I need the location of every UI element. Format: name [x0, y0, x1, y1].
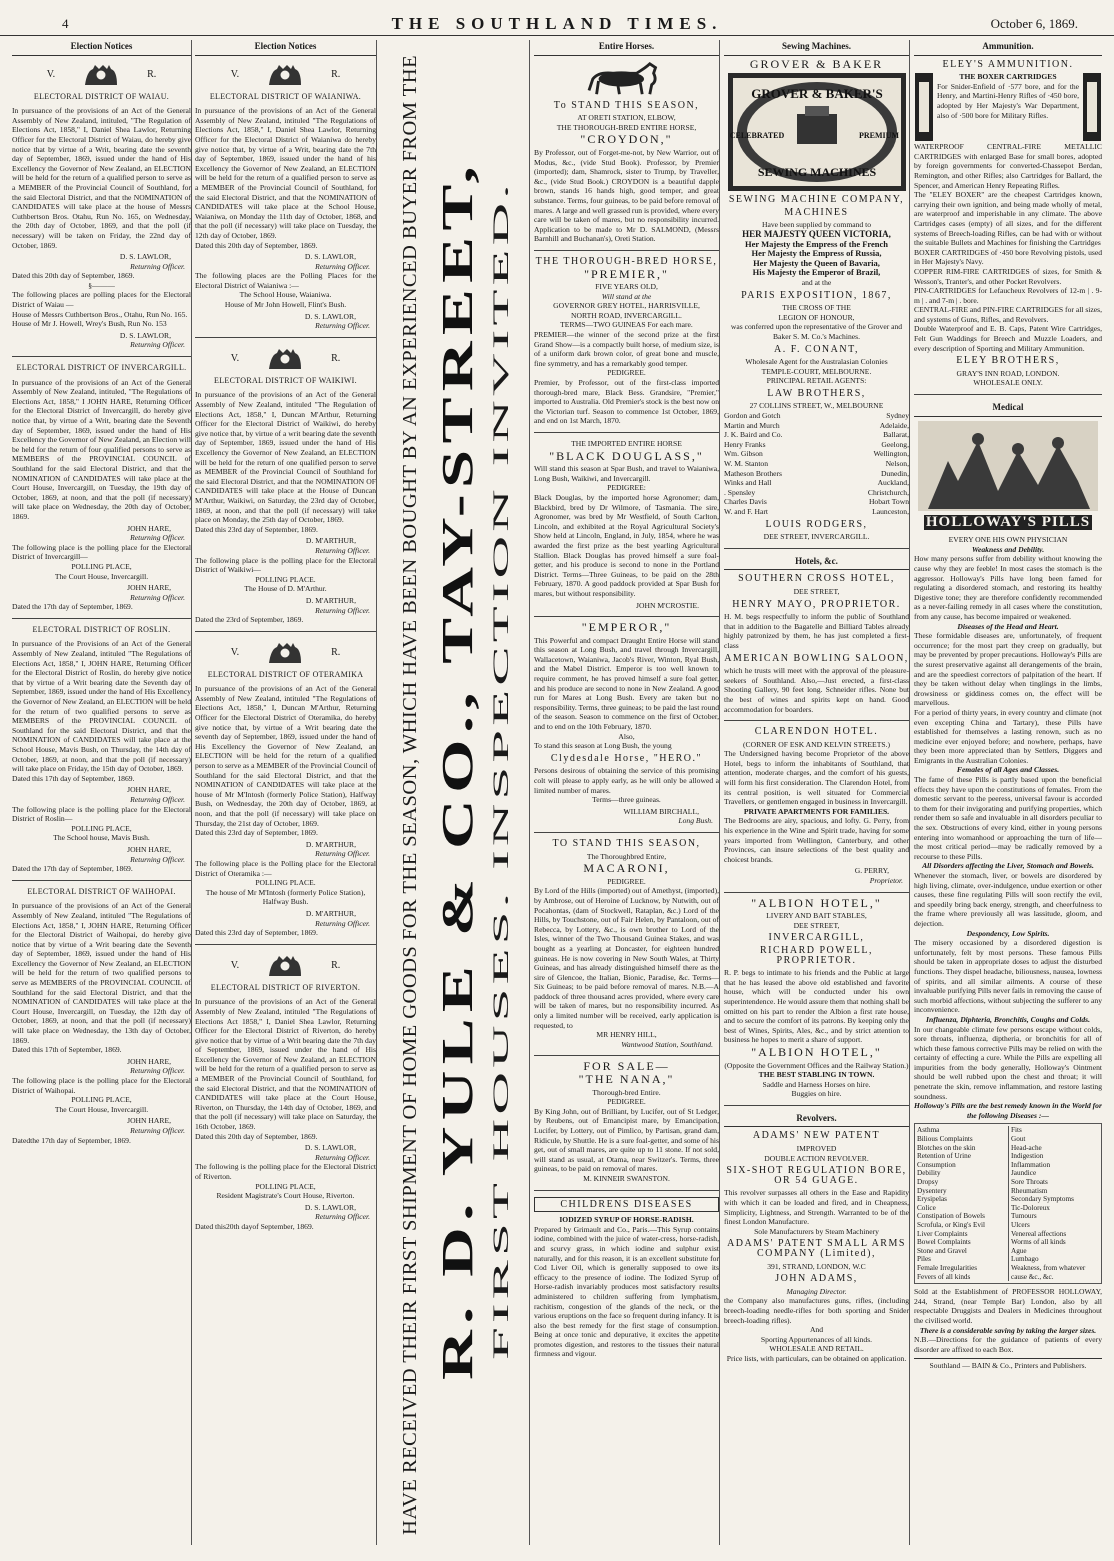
signer-title: Returning Officer. — [315, 261, 370, 271]
notice-waiau: V. R. ELECTORAL DISTRICT OF WAIAU. In pursuance of the provisions of an Act of the General Assembly of New Zealand, intituled, "The Regulation of Elections Act, 1858," I, Daniel Shea Lawlor, Returning Officer for the Electoral District of Waiau, do hereby give notice that by virtue of a Writ, bearing date the seventh day of September, 1869, issued under the hand of His Excellency the Governor of New Zealand, an ELECTION will be held for the return of a qualified person to serve as a MEMBER of the Provincial Council of Southland, for the said Electoral District, and that the NOMINATION of CANDIDATES will take place at the house of Messrs Cuthbertson Bros. Otahu, Run No. 165, on Wednesday, the 20th day of October, 1869, and that the poll (if necessary) will be taken on Friday, the 22nd day of October, 1869. D. S. LAWLOR, Returning Officer. Dated this 20th day of September, 1869. §——— The following places are polling places for the Electoral District of Waiau — House of Messrs Cuthbertson Bros., Otahu, Run No. 165. House of Mr J. Howell, Wrey's Bush, Run No. 153 D. S. LAWLOR, Returning Officer. — [12, 60, 191, 357]
notice-heading: ELECTORAL DISTRICT OF INVERCARGILL. — [16, 363, 187, 373]
polling-label: POLLING PLACE, — [71, 561, 132, 571]
polling-place: The house of Mr M'Intosh (formerly Police Station), Halfway Bush. — [205, 887, 366, 907]
notice-heading: ELECTORAL DISTRICT OF WAIAU. — [33, 91, 170, 101]
horse-name: "PREMIER," — [584, 266, 669, 281]
ad-line-left: HAVE RECEIVED THEIR FIRST SHIPMENT OF HOME GOODS FOR THE SEASON, WHICH HAVE BEEN BOUGHT BY AN EXPERIENCED BUYER FROM THE — [400, 133, 421, 1535]
disease-item: Jaundice — [1011, 1169, 1037, 1178]
signer-title: Returning Officer. — [130, 854, 185, 864]
signer: JOHN HARE, — [127, 1116, 171, 1126]
signer-title: Returning Officer. — [315, 1152, 370, 1162]
disease-item: Colice — [917, 1203, 936, 1212]
newspaper-title: THE SOUTHLAND TIMES. — [391, 14, 723, 33]
dated: Dated this 20th day of September, 1869. — [12, 271, 135, 281]
page-number: 4 — [62, 16, 69, 31]
notice-heading: ELECTORAL DISTRICT OF WAIKIWI. — [214, 375, 357, 385]
section-heading: Sewing Machines. — [724, 40, 909, 56]
grover-baker-header: GROVER & BAKER — [749, 56, 884, 71]
ad-black-douglass: THE IMPORTED ENTIRE HORSE "BLACK DOUGLASS," Will stand this season at Spar Bush, and travel to Waianiwa, Long Bush, Waikiwi, and Invercargill. PEDIGREE: Black Douglas, by the imported horse Agronomer; dam, Blackbird, bred by Dr Wilmore, of Tasmania. The sire, Agronomer, was bred by Mr Westfield, of South Carlton, Lincoln, and exhibited at the Royal Agricultural Society's Show held at Lincoln, England, in July, 1854, where he was awarded the first prize as the best yearling Agricultural Stallion. Black Douglas has proved himself a sure foal-getter, and his produce is second to none in the Portland District. Terms—Three Guineas, to be paid on the 28th February, 1870. A good paddock provided at Spar Bush for mares, but without responsibility. JOHN M'CROSTIE. — [534, 439, 719, 617]
disease-item: Bilious Complaints — [917, 1135, 973, 1144]
ad-emperor: "EMPEROR," This Powerful and compact Draught Entire Horse will stand this season at Long Bush, and travel through Invercargill, Wallacetown, Waianiwa, Jacob's River, Winton, Ryal Bush, and the Mabel District. Emperor is too well known to require comment, he has proved himself a sure foal getter, and his produce are second to none in New Zealand. A good run for Mares at Long Bush. Every are taken but no responsibility. Terms, three guineas; to be paid the last round of the season. Season to commence on the first of October, and to end on the 10th February, 1870. Also, To stand this season at Long Bush, the young Clydesdale Horse, "HERO." Persons desirous of obtaining the service of this promising colt will please to apply early, as he will only be allowed a limited number of mares. Terms—three guineas. WILLIAM BIRCHALL, Long Bush. — [534, 623, 719, 833]
notice-heading: ELECTORAL DISTRICT OF RIVERTON. — [210, 982, 361, 992]
list-item: Matheson Brothers Dunedin, — [724, 468, 909, 478]
signer: D. S. LAWLOR, — [119, 252, 171, 262]
signer: D. S. LAWLOR, — [304, 252, 356, 262]
disease-item: Fits — [1011, 1126, 1022, 1135]
signer: D. S. LAWLOR, — [304, 1202, 356, 1212]
ad-eley-ammunition: ELEY'S AMMUNITION. THE BOXER CARTRIDGES For Snider-Enfield of ·577 bore, and for the Henry, and Martini-Henry Rifles of ·450 bore, adopted by Her Majesty's War Department, also of ·500 bore for Military Rifles. WATERPROOF CENTRAL-FIRE METALLIC CARTRIDGES with enlarged Base for small bores, adopted by foreign governments for converted-Chassepot Berdan, Remington, and other Rifles; also Cartridges for Ballard, the Spencer, and American Henry Repeating Rifles. The "ELEY BOXER" are the cheapest Cartridges known, carrying their own ignition, and being made wholly of metal, are waterproof and imperishable in any climate. The above Cartridges cases (empty) of all sizes, and for the different systems of Breech-loading Rifles, can be had with or without the suitable Bullets and Machines for finishing the Cartridges BOXER CARTRIDGES of ·450 bore Revolving pistols, used in Her Majesty's Navy. COPPER RIM-FIRE CARTRIDGES of sizes, for Smith & Wesson's, Tranter's, and other Pocket Revolvers. PIN-CARTRIDGES for Lefaucheux Revolvers of 12-m | . 9-m | . and 7-m | . bore. CENTRAL-FIRE and PIN-FIRE CARTRIDGES for all sizes, and systems of Guns, Rifles, and Revolvers. Double Waterproof and E. B. Caps, Patent Wire Cartridges, Felt Gun Waddings for Breech and Muzzle Loaders, and every description of Sporting and Military Ammunition. ELEY BROTHERS, GRAY'S INN ROAD, LONDON. WHOLESALE ONLY. — [914, 60, 1102, 395]
vertical-advertisement — [380, 40, 530, 1545]
notice-heading: ELECTORAL DISTRICT OF OTERAMIKA — [207, 669, 364, 679]
disease-item: Secondary Symptoms — [1011, 1195, 1074, 1204]
polling-place: House of Messrs Cuthbertson Bros., Otahu, Run No. 165. — [12, 309, 188, 319]
section-heading: Election Notices — [12, 40, 191, 56]
dated: Dated the 17th day of September, 1869. — [12, 602, 133, 612]
signer: JOHN HARE, — [127, 523, 171, 533]
polling-intro: The following place is the polling place for the Electoral District of Roslin— — [12, 804, 191, 824]
signer: D. S. LAWLOR, — [119, 330, 171, 340]
list-item: W. M. Stanton Nelson, — [724, 459, 909, 469]
royal-arms-icon — [265, 952, 305, 980]
list-item: Charles Davis Hobart Town — [724, 497, 909, 507]
signer-title: Returning Officer. — [130, 592, 185, 602]
ad-clarendon-hotel: CLARENDON HOTEL. (CORNER OF ESK AND KELVIN STREETS.) The Undersigned having become Proprietor of the above Hotel, begs to inform the inhabitants of Southland, that attention, moderate charges, and the comfort of his guests, will form his first consideration. The Clarendon Hotel, from its central position, is well situated for Commercial Travellers, or gentlemen engaged in business in Invercargill. PRIVATE APARTMENTS FOR FAMILIES. The Bedrooms are airy, spacious, and lofty. G. Perry, from his experience in the Wine and Spirit trade, having for some years imported from Wellington, Canterbury, and other Provinces, can insure selections of the best quality and choicest brands. G. PERRY, Proprietor. — [724, 727, 909, 893]
polling-label: POLLING PLACE, — [71, 823, 132, 833]
grover-baker-logo — [727, 72, 907, 192]
section-heading: Election Notices — [195, 40, 376, 56]
disease-item: Venereal affections — [1011, 1229, 1067, 1238]
disease-item: Female Irregularities — [917, 1263, 978, 1272]
ad-macaroni: TO STAND THIS SEASON, The Thoroughbred Entire, MACARONI, PEDIGREE. By Lord of the Hills (imported) out of Amethyst, (imported), by Ambrose, out of Heroine of Lucknow, by Nutwith, out of Pocahontas, (dam of Stockwell, Rataplan, &c.) Lord of the Hills, by Touchstone, out of Fair Helen, by Pantaloon, out of Rebecca, by Lottery, &c., is own brother to Lord of the Isles, winner of the Two Thousand Guinea Stakes, and was bought as a yearling at Doncaster, for eighteen hundred guineas. He is now covering in New South Wales, at Thirty Guineas, and has already distinguished himself there as the sire of Glencoe, the Italian, Bionic, Paradise, &c. Terms—Six Guineas; to be paid before removal of mares. N.B.—A paddock of three thousand acres provided, where every care will be taken of mares, but no responsibility incurred. As only a limited number will be received, early application is requested, to MR HENRY HILL, Wantwood Station, Southland. — [534, 839, 719, 1056]
disease-item: Weakness, from whatever cause &c., &c. — [1011, 1263, 1086, 1281]
list-item: W. and F. Hart Launceston, — [724, 507, 909, 516]
disease-item: Bowel Complaints — [917, 1238, 971, 1247]
signer: D. M'ARTHUR, — [305, 536, 356, 546]
disease-item: Inflammation — [1011, 1160, 1051, 1169]
disease-item: Piles — [917, 1255, 931, 1264]
ad-line-middle: R. D. YULE & CO., TAY-STREET, — [433, 601, 482, 1380]
royal-crest: V. R. — [195, 638, 376, 668]
horse-name: "THE NANA," — [578, 1072, 675, 1087]
dated: Dated this 20th day of September, 1869. — [195, 240, 318, 250]
disease-item: Head-ache — [1011, 1143, 1042, 1152]
polling-intro: The following places are the Polling Places for the Electoral District of Waianiwa :— — [195, 271, 376, 290]
notice-oteramika — [195, 638, 376, 945]
dated: Dated this 23rd day of September, 1869. — [195, 524, 318, 534]
signer: JOHN HARE, — [127, 583, 171, 593]
column-ammunition-medical — [914, 40, 1102, 1545]
cartridge-box-icon — [914, 72, 934, 142]
signer-title: Returning Officer. — [315, 321, 370, 331]
dated: Dated the 17th day of September, 1869. — [12, 864, 133, 874]
signer: D. M'ARTHUR, — [305, 908, 356, 918]
signer-title: Returning Officer. — [315, 849, 370, 859]
polling-intro: The following is the polling place for the Electoral District of Riverton. — [195, 1162, 376, 1181]
column-entire-horses — [534, 40, 720, 1545]
horse-icon — [579, 60, 675, 98]
polling-intro: The following place is the polling place for the Electoral District of Invercargill— — [12, 542, 191, 562]
polling-place: The School house, Mavis Bush. — [53, 833, 150, 843]
disease-item: Debility — [917, 1169, 941, 1178]
notice-heading: ELECTORAL DISTRICT OF WAIHOPAI. — [27, 886, 176, 896]
signer-title: Returning Officer. — [315, 918, 370, 928]
polling-label: POLLING PLACE, — [71, 1095, 132, 1105]
signer-title: Returning Officer. — [315, 605, 370, 615]
notice-waikiwi — [195, 344, 376, 632]
notice-waihopai — [12, 887, 191, 1145]
disease-item: Ulcers — [1011, 1220, 1030, 1229]
polling-label: POLLING PLACE. — [255, 878, 316, 888]
horse-name: MACARONI, — [583, 861, 670, 876]
dated: Dated this 20th day of September, 1869. — [195, 1131, 318, 1141]
dated: Dated this 23rd day of September, 1869. — [195, 828, 318, 838]
polling-place: The Court House, Invercargill. — [54, 571, 149, 581]
notice-heading: ELECTORAL DISTRICT OF ROSLIN. — [32, 624, 171, 634]
notice-body: In pursuance of the provisions of an Act of the General Assembly of New Zealand, intituled, "The Regulations of Elections Act, 1858," I JOHN HARE, Returning Officer for the Electoral District of Invercargill, do hereby give notice that, by virtue of a Writ, bearing date the Seventh day of September, 1869, issued under the hand of His Excellency the Governor of New Zealand, an Election will be held for the return of four qualified persons to serve as MEMBERS of the PROVINCIAL COUNCIL of Southland for the said Electoral District, and that the NOMINATION of CANDIDATES will take place at the Court House, Invercargill, on Tuesday, the 19th day of October, 1869, at noon, and that the poll (if necessary) will take place on Wednesday, the 20th day of October, 1869. — [12, 377, 191, 521]
signer: D. S. LAWLOR, — [304, 1143, 356, 1153]
horse-name: "CROYDON," — [580, 132, 673, 147]
disease-item: Lumbago — [1011, 1255, 1039, 1264]
signer-title: Returning Officer. — [315, 1212, 370, 1222]
signer: JOHN HARE, — [127, 785, 171, 795]
dated: Dated this20th dayof September, 1869. — [195, 1221, 314, 1231]
signer-title: Returning Officer. — [130, 794, 185, 804]
polling-intro: The following places are polling places for the Electoral District of Waiau — — [12, 290, 191, 310]
ad-adams-revolver: ADAMS' NEW PATENT IMPROVED DOUBLE ACTION REVOLVER. SIX-SHOT REGULATION BORE, OR 54 GUAGE. This revolver surpasses all others in the Ease and Rapidity with which it can be loaded and fired, and in Cheapness, Simplicity, Lightness, and Strength. Warranted to be of the finest London Manufacture. Sole Manufacturers by Steam Machinery ADAMS' PATENT SMALL ARMS COMPANY (Limited), 391, STRAND, LONDON, W.C JOHN ADAMS, Managing Director. the Company also manufactures guns, rifles, (including breech-loading needle-rifles for both sporting and Snider breech-loading rifles). And Sporting Appurtenances of all kinds. WHOLESALE AND RETAIL. Price lists, with particulars, can be obtained on application. — [724, 1130, 909, 1363]
notice-roslin — [12, 625, 191, 881]
polling-place: House of Mr John Howell, Flint's Bush. — [224, 300, 347, 310]
ad-premier: THE THOROUGH-BRED HORSE, "PREMIER," FIVE YEARS OLD, Will stand at the GOVERNOR GREY HOTEL, HARRISVILLE, NORTH ROAD, INVERCARGILL. TERMS—TWO GUINEAS For each mare. PREMIER—the winner of the second prize at the first Grand Show—is a compactly built horse, of medium size, is of a uniform dark brown color, of great bone and muscle, fine symmetry, and has a remarkably good temper. PEDIGREE. Premier, by Professor, out of the first-class imported thorough-bred mare, Black Bess. Grandsire, "Premier," imported to Australia. Old Premier's stock is the best now on the Victorian turf. Season to commence 1st October, 1869, and end on 1st March, 1870. — [534, 257, 719, 433]
royal-crest: V. R. — [195, 60, 376, 90]
disease-item: Blotches on the skin — [917, 1143, 976, 1152]
svg-text:SEWING MACHINES: SEWING MACHINES — [757, 165, 876, 180]
signer: JOHN HARE, — [127, 844, 171, 854]
signer: D. M'ARTHUR, — [305, 839, 356, 849]
ad-line-right: FIRST HOUSES. INSPECTION INVITED. — [488, 920, 513, 1360]
polling-place: The School House, Waianiwa. — [239, 290, 332, 300]
disease-item: Consumption — [917, 1160, 956, 1169]
ad-the-nana: FOR SALE— "THE NANA," Thorough-bred Entire. PEDIGREE. By King John, out of Brilliant, by Lucifer, out of St Ledger, by Reubens, out of Emancipist mare, by Emancipation, Lucifer, by Lottery, out of Pimlico, by Partisan, grand dam, Ridicule, by Shuttle. He is a sure foal-getter, and some of his get, out of small mares, are quite up to 11 stone. If not sold, will stand as usual, at Otama, near Switzer's. Terms, three guineas, to be paid on removal of mares. M. KINNEIR SWANSTON. — [534, 1062, 719, 1190]
disease-item: Dysentery — [917, 1186, 947, 1195]
disease-item: Asthma — [917, 1126, 940, 1135]
cartridge-box-icon — [1082, 72, 1102, 142]
disease-item: Constipation of Bowels — [917, 1212, 985, 1221]
svg-text:GROVER & BAKER'S: GROVER & BAKER'S — [750, 86, 883, 102]
royal-arms-icon — [81, 61, 121, 89]
section-heading: Hotels, &c. — [724, 555, 909, 571]
disease-item: Erysipelas — [917, 1195, 947, 1204]
signer-title: Returning Officer. — [315, 545, 370, 555]
issue-date: October 6, 1869. — [990, 16, 1078, 31]
list-item: Henry Franks Geelong, — [724, 439, 909, 449]
agents-list — [724, 411, 909, 517]
polling-label: POLLING PLACE, — [255, 1181, 316, 1191]
notice-heading: ELECTORAL DISTRICT OF WAIANIWA. — [209, 91, 362, 101]
signer: D. M'ARTHUR, — [305, 595, 356, 605]
notice-body: In pursuance of the provisions of an Act of the General Assembly of New Zealand, intituled, "The Regulation of Elections Act, 1858," I, Daniel Shea Lawlor, Returning Officer for the Electoral District of Waiau, do hereby give notice that by virtue of a Writ, bearing date the seventh day of September, 1869, issued under the hand of His Excellency the Governor of New Zealand, an ELECTION will be held for the return of a qualified person to serve as a MEMBER of the Provincial Council of Southland, for the said Electoral District, and that the NOMINATION of CANDIDATES will take place at the house of Messrs Cuthbertson Bros. Otahu, Run No. 165, on Wednesday, the 20th day of October, 1869, and that the poll (if necessary) will be taken on Friday, the 22nd day of October, 1869. — [12, 106, 191, 250]
signer-title: Returning Officer. — [130, 261, 185, 271]
disease-item: Tumours — [1011, 1212, 1037, 1221]
polling-place: The House of D. M'Arthur. — [244, 584, 327, 594]
royal-arms-icon — [265, 639, 305, 667]
polling-intro: The following place is the Polling place for the Electoral District of Oteramika :— — [195, 858, 376, 878]
royal-crest: V. R. — [195, 951, 376, 981]
ad-childrens-diseases: CHILDRENS DISEASES IODIZED SYRUP OF HORSE-RADISH. Prepared by Grimault and Co., Paris.—This Syrup contains iodine, combined with the juice of water-cress, horse-radish, and scurvy grass, in which iodine and sulphur exist naturally, and for this reason, it is an excellent substitute for Cod Liver Oil, which is generally supposed to owe its efficacy to the presence of iodine. The Iodized Syrup of Horse-radish invariably produces most satisfactory results administered to children suffering from lymphatism, rachitism, congestion of the glands of the neck, or the various eruptions on the face so frequent during infancy. It is also the best remedy for the first stage of consumption. Being at once tonic and depurative, it excites the appetite promotes digestion, and restores to the tissues their natural firmness and vigour. — [534, 1198, 719, 1359]
polling-place: Resident Magistrate's Court House, Riverton. — [216, 1191, 355, 1201]
list-item: J. K. Baird and Co. Ballarat, — [724, 430, 909, 440]
notice-body: In pursuance of the provisions of an Act of the General Assembly of New Zealand, intituled "The Regulations of Elections Act 1858," I, Daniel Shea Lawlor, Returning Officer for the Electoral District of Riverton, do hereby give notice that by virtue of a Writ bearing date the 7th day of September, 1869, issued under the hand of His Excellency the Governor of New Zealand, an ELECTION will be held for the return of a qualified person to serve as a MEMBER of the Provincial Council of Southland, for the said Electoral District, and that the NOMINATION of CANDIDATES will take place at the Court House, Riverton, on Thursday, the 14th day of October, 1869, and that the poll (if necessary) will take place on Saturday, the 16th October, 1869. — [195, 997, 376, 1132]
list-item: . Spensley Christchurch, — [724, 487, 909, 497]
notice-body: In pursuance of the Provisions of an Act of the General Assembly of New Zealand, intituled "The Regulations of Elections Act, 1858," I, JOHN HARE, Returning Officer for the Electoral District of Roslin, do hereby give notice that by virtue of a Writ bearing date the Seventh day of September, 1869, issued under the hand of His Excellency the Governor of New Zealand, an ELECTION will be held for the return of two qualified persons to serve as MEMBERS of the PROVINCIAL COUNCIL of Southland for the said Electoral District, and that the NOMINATION of CANDIDATES will take place at the School House, Mavis Bush, on Thursday, the 14th day of October, 1869, at noon, and that the poll (if necessary) will take place on Friday, the 15th day of October, 1869. — [12, 639, 191, 774]
horse-name: "BLACK DOUGLASS," — [549, 448, 704, 463]
column-election-notices-1 — [12, 40, 192, 1545]
disease-item: Rheumatism — [1011, 1186, 1048, 1195]
medical-engraving-icon — [918, 421, 1098, 511]
disease-item: Dropsy — [917, 1178, 939, 1186]
ad-grover-baker: SEWING MACHINE COMPANY, MACHINES Have been supplied by command to HER MAJESTY QUEEN VICTORIA, Her Majesty the Empress of the French Her Majesty the Empress of Russia, Her Majesty the Queen of Bavaria, His Majesty the Emperor of Brazil, and at the PARIS EXPOSITION, 1867, THE CROSS OF THE LEGION OF HONOUR, was conferred upon the representative of the Grover and Baker S. M. Co.'s Machines. A. F. CONANT, Wholesale Agent for the Australasian Colonies TEMPLE-COURT, MELBOURNE. PRINCIPAL RETAIL AGENTS: LAW BROTHERS, 27 COLLINS STREET, W., MELBOURNE Gordon and Gotch Sydney Martin and Murch Adelaide, J. K. Baird and Co. Ballarat, Henry Franks Geelong, Wm. Gibson Wellington, W. M. Stanton Nelson, Matheson Brothers Dunedin, Winks and Hall Auckland, . Spensley Christchurch, Charles Davis Hobart Town W. and F. Hart Launceston, LOUIS RODGERS, DEE STREET, INVERCARGILL. — [724, 195, 909, 549]
disease-item: Fevers of all kinds — [917, 1272, 971, 1281]
notice-body: In pursuance of the provisions of an Act of the General Assembly of New Zealand, intituled "The Regulation of Elections Act, 1858," I, Duncan M'Arthur, Returning Officer for the Electoral District of Waikiwi, do hereby give notice that, by virtue of a writ bearing date the seventh day of September, 1869, issued under the hand of His Excellency the Governor of New Zealand, an ELECTION will be held for the return of one qualified person to serve as MEMBER of the Provincial Council of Southland for the said Electoral District, and that the NOMINATION OF CANDIDATES will take place at the House of Duncan M'Arthur, Waikiwi, on Saturday, the 23rd day of October, 1869, at noon, and that the poll (if necessary) will take place on Monday, the 25th day of October, 1869. — [195, 390, 376, 525]
disease-item: Scrofula, or King's Evil — [917, 1220, 985, 1229]
column-sewing-hotels-revolvers — [724, 40, 910, 1545]
royal-arms-icon — [265, 61, 305, 89]
vertical-ad-svg — [380, 40, 530, 1545]
disease-item: Tic-Doloreux — [1011, 1203, 1050, 1212]
signer: JOHN HARE, — [127, 1056, 171, 1066]
polling-place: House of Mr J. Howell, Wrey's Bush, Run No. 153 — [12, 319, 167, 329]
notice-body: In pursuance of the provisions of an Act of the General Assembly of New Zealand, intituled "The Regulations of Elections Act, 1858," I, JOHN HARE, Returning Officer for the Electoral District of Waihopai, do hereby give notice that by virtue of a Writ bearing date the Seventh day of September, 1869, issued under the hand of His Excellency the Governor of New Zealand, an ELECTION will be held for the return of two qualified persons to serve as MEMBERS of the PROVINCIAL COUNCIL of Southland for the said Electoral District, and that the NOMINATION of CANDIDATES will take place at the Court House, Invercargill, on Tuesday, the 12th day of October, 1869, at noon, and that the poll (if necessary) will take place on Wednesday, the 13th day of October, 1869. — [12, 901, 191, 1045]
disease-item: Indigestion — [1011, 1152, 1044, 1161]
polling-label: POLLING PLACE. — [255, 574, 316, 584]
list-item: Wm. Gibson Wellington, — [724, 449, 909, 459]
royal-crest: V. R. — [12, 60, 191, 90]
dated: Dated the 23rd of September, 1869. — [195, 615, 304, 625]
masthead — [0, 14, 1114, 36]
list-item: Winks and Hall Auckland, — [724, 478, 909, 488]
notice-body: In pursuance of the provisions of an Act of the General Assembly of New Zealand, intituled "The Regulations of Elections Act, 1858," I, Duncan M'Arthur, Returning Officer for the Electoral District of Oteramika, do hereby give notice that, by virtue of a Writ bearing date the seventh day of September, 1869, issued under the hand of His Excellency the Governor of New Zealand, an ELECTION will be held for the return of a qualified person to serve as a MEMBER of the Provincial Council of Southland for the said Electoral District, and that the NOMINATION of CANDIDATES will take place at the house of Mr M'Intosh (formerly Police Station), Halfway Bush, on Wednesday, the 20th day of October, 1869, at noon, and that the poll (if necessary) will take place on Thursday, the 21st day of October, 1869. — [195, 684, 376, 828]
signer: D. S. LAWLOR, — [304, 311, 356, 321]
dated: Dated this 17th day of September, 1869. — [12, 773, 135, 783]
disease-item: Ague — [1011, 1246, 1027, 1255]
svg-text:CELEBRATED: CELEBRATED — [729, 131, 784, 141]
disease-item: Worms of all kinds — [1011, 1238, 1066, 1247]
dated: Datedthe 17th day of September, 1869. — [12, 1135, 131, 1145]
notice-riverton — [195, 951, 376, 1232]
svg-text:PREMIUM: PREMIUM — [858, 131, 899, 141]
polling-intro: The following place is the polling place for the Electoral District of Waihopai. — [12, 1076, 191, 1095]
section-heading: Entire Horses. — [534, 40, 719, 56]
disease-item: Stone and Gravel — [917, 1246, 967, 1255]
disease-item: Gout — [1011, 1135, 1026, 1144]
polling-intro: The following place is the polling place for the Electoral District of Waikiwi— — [195, 555, 376, 575]
list-item: Martin and Murch Adelaide, — [724, 420, 909, 430]
disease-item: Retention of Urine — [917, 1152, 971, 1161]
column-election-notices-2 — [195, 40, 377, 1545]
signer-title: Returning Officer. — [130, 1125, 185, 1135]
section-heading: Revolvers. — [724, 1112, 909, 1128]
diseases-table — [914, 1123, 1102, 1284]
list-item: Gordon and Gotch Sydney — [724, 411, 909, 421]
polling-place: The Court House, Invercargill. — [54, 1104, 149, 1114]
holloways-banner: HOLLOWAY'S PILLS — [922, 513, 1094, 533]
notice-waianiwa — [195, 60, 376, 338]
dated: Dated this 17th of September, 1869. — [12, 1045, 122, 1055]
royal-arms-icon — [265, 345, 305, 373]
horse-name: "EMPEROR," — [581, 620, 672, 635]
notice-invercargill — [12, 363, 191, 619]
ad-southern-cross-hotel: SOUTHERN CROSS HOTEL, DEE STREET, HENRY MAYO, PROPRIETOR. H. M. begs respectfully to inform the public of Southland that in addition to the Bagatelle and Billiard Tables already highly patronized by them, he has just completed a first-class AMERICAN BOWLING SALOON, which he trusts will meet with the approval of the pleasure-seekers of Southland. Also,—Just erected, a first-class Shooting Gallery, 90 feet long. Schneider rifles. None but the best of wines and spirits kept on hand. Good accommodation for boarders. — [724, 574, 909, 721]
ad-holloways-pills: HOLLOWAY'S PILLS EVERY ONE HIS OWN PHYSICIAN Weakness and Debility. How many persons suffer from debility without knowing the cause why they are feeble! In most cases the stomach is the aggressor. Holloway's Pills have long been famed for regulating a disordered stomach, and restoring its healthy Digestive tone; they are therefore confidently recommended as a never-failing remedy in all cases where the constitution, from any cause, has become impaired or weakened. Diseases of the Head and Heart. These formidable diseases are, unfortunately, of frequent occurrence; for the most part they creep on gradually, but may be prevented by proper precautions. Holloway's Pills are the surest preservative against all derangements of the brain, and are the speediest correctors of palpitation of the heart. If they be taken without delay when tinglings in the limbs, drowsiness or giddiness comes on, the effect will be marvellous. For a period of thirty years, in every country and climate (not even excepting China and Tartary), these Pills have established for themselves a lasting renown, such as no medicine ever enjoyed before; and nowhere, perhaps, have they been more appreciated than by Settlers, Diggers and Emigrants in the Australian Colonies. Females of all Ages and Classes. The fame of these Pills is partly based upon the beneficial effects they have upon the constitutions of females. From the domestic servant to the peeress, universal favour is accorded to them for their invigorating and purifying properties, which render them so safe and invaluable in all disorders peculiar to the sex. Obstructions of every kind, either in young persons entering into womanhood or approaching the turn of life—the most critical period—may be radically removed by a recourse to these Pills. All Disorders affecting the Liver, Stomach and Bowels. Whenever the stomach, liver, or bowels are disordered by high living, climate, over-indulgence, undue exertion or other causes, these fine regulating Pills will soon rectify the evil, and speedily bring back energy, strength, and cheerfulness to the frame where previously all was lassitude, gloom, and dejection. Despondency, Low Spirits. The misery occasioned by a disordered digestion is unfortunately, felt by most persons. These famous Pills should be taken in appropriate doses to adjust the disturbed functions. They dispel headache, biliousness, nausea, lowness of spirits, and all similar ailments. A course of these invaluable purifying Pills never fails in removing the cause of such morbid affections, without subjecting the sufferer to any inconvenience. Influenza, Diphteria, Bronchitis, Coughs and Colds. In our changeable climate few persons escape without colds, sore throats, influenza, diptheria, or bronchitis for all of which these famous corrective Pills may be relied on with the certainty of effecting a cure. While the Pills are expelling all impurities from the body generally, Holloway's Ointment should be well rubbed upon the chest and throat; it will penetrate the skin, remove inflammation, and restore lasting soundness. Holloway's Pills are the best remedy known in the World for the following Diseases :— Asthma Bilious Complaints Blotches on the skin Retention of Urine Consumption Debility Dropsy Dysentery Erysipelas Colice Constipation of Bowels Scrofula, or King's Evil Liver Complaints Bowel Complaints Stone and Gravel Piles Female Irregularities Fevers of all kinds Fits Gout Head-ache Indigestion Inflammation Jaundice Sore Throats Rheumatism Secondary Symptoms Tic-Doloreux Tumours Ulcers Venereal affections Worms of all kinds Ague Lumbago Weakness, from whatever cause &c., &c. Sold at the Establishment of PROFESSOR HOLLOWAY, 244, Strand, (near Temple Bar) London, also by all respectable Druggists and Dealers in Medicines throughout the civilised world. There is a considerable saving by taking the larger sizes. N.B.—Directions for the guidance of patients of every disorder are affixed to each Box. Southland — BAIN & Co., Printers and Publishers. — [914, 421, 1102, 1371]
ad-albion-hotel: "ALBION HOTEL," LIVERY AND BAIT STABLES, DEE STREET, INVERCARGILL, RICHARD POWELL, PROPRIETOR. R. P. begs to intimate to his friends and the Public at large that he has leased the above old established and favorite house, which will be conducted under his own superintendence. He would assure them that nothing shall be omitted on his part to render the Albion a first rate house, and to secure the comfort of its patrons. By keeping only the best of Wines, Spirits, Ales, &c., and by strict attention to business he hopes to merit a share of support. "ALBION HOTEL," (Opposite the Government Offices and the Railway Station.) THE BEST STABLING IN TOWN. Saddle and Harness Horses on hire. Buggies on hire. — [724, 899, 909, 1106]
signer-title: Returning Officer. — [130, 1066, 185, 1076]
disease-item: Sore Throats — [1011, 1178, 1048, 1186]
section-heading: Ammunition. — [914, 40, 1102, 56]
ad-croydon: To STAND THIS SEASON, AT ORETI STATION, ELBOW, THE THOROUGH-BRED ENTIRE HORSE, "CROYDON," By Professor, out of Forget-me-not, by New Warrior, out of Modus, &c., (vide Stud Book). Professor, by Premier (imported); dam, Shamrock, sister to Trump, by Traveller, &c., (vide Stud Book.) CROYDON is a beautiful dapple brown, stands 16 hands high, good temper, and great substance. Terms, four guineas, to be paid before removal of mares. A large and well grassed run is provided, where every care will be taken of mares, but no responsibility incurred. Application to be made to Mr D. SALMOND, (Messrs Barnhill and Buchanan's), Oreti Station. — [534, 101, 719, 251]
printers-imprint: Southland — BAIN & Co., Printers and Publishers. — [914, 1358, 1102, 1371]
notice-body: In pursuance of the provisions of an Act of the General Assembly of New Zealand, intituled "The Regulations of Elections Act, 1858," I, Daniel Shea Lawlor, Returning Officer for the Electoral District of Waianiwa do hereby give notice that, by virtue of a Writ, bearing date the 7th day of September, 1869, issued under the hand of his Excellency the Governor of New Zealand, an ELECTION will be held for the return of a qualified person to serve as a MEMBER of the Provincial Council of Southland, for the said Electoral District, and that the NOMINATION of CANDIDATES will take place at the School House, Waianiwa, on Monday the 11th day of October, 1868, and that the poll (if necessary) will take place on Tuesday, the 12th day of October, 1869. — [195, 106, 376, 240]
disease-item: Liver Complaints — [917, 1229, 968, 1238]
royal-crest: V. R. — [195, 344, 376, 374]
signer-title: Returning Officer. — [130, 340, 185, 350]
dated: Dated this 23rd day of September, 1869. — [195, 928, 318, 938]
signer-title: Returning Officer. — [130, 533, 185, 543]
section-heading: Medical — [914, 401, 1102, 417]
